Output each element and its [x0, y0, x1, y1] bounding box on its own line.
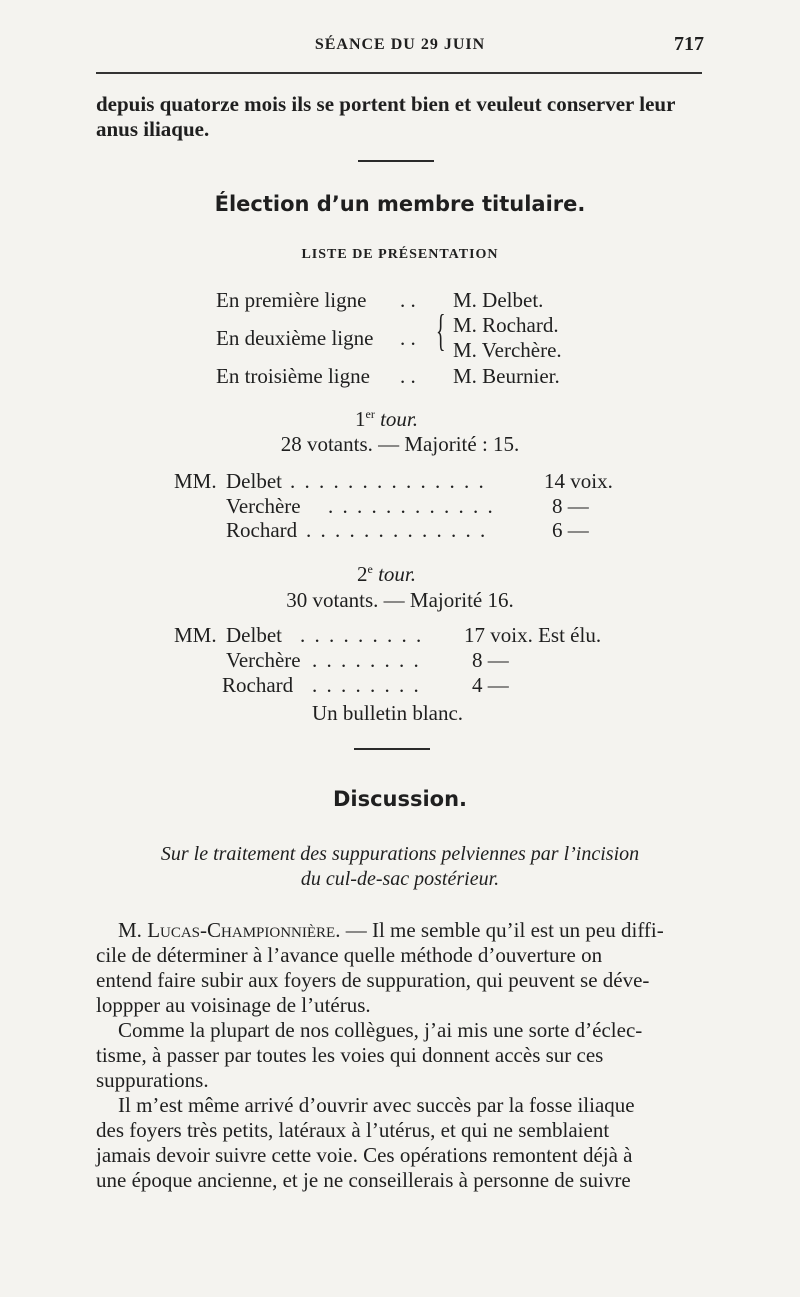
- round1-prefix: MM.: [174, 469, 217, 493]
- round1-ordinal-sup: er: [365, 407, 375, 421]
- intro-line-2: anus iliaque.: [96, 117, 210, 141]
- round2-dots-1: . . . . . . . . .: [300, 623, 424, 647]
- round1-name-1: Delbet: [226, 469, 282, 493]
- round1-name-2: Verchère: [226, 494, 301, 518]
- round2-name-2: Verchère: [226, 648, 301, 672]
- section-divider: [358, 160, 434, 162]
- p1-line-2: cile de déterminer à l’avance quelle méthode d’ouverture on: [96, 943, 603, 967]
- round2-votes-1: 17 voix. Est élu.: [464, 623, 602, 647]
- p1-line-3: entend faire subir aux foyers de suppuration, qui peuvent se déve-: [96, 968, 650, 992]
- round2-ordinal: 2: [357, 562, 368, 586]
- p3-line-4: une époque ancienne, et je ne conseillerais à personne de suivre: [96, 1168, 631, 1192]
- round2-name-1: Delbet: [226, 623, 282, 647]
- round2-votes-3: 4 —: [472, 673, 509, 697]
- presentation-rank-2: En deuxième ligne: [216, 326, 374, 350]
- discussion-heading: Discussion.: [332, 787, 468, 811]
- round2-ordinal-sup: e: [367, 562, 373, 576]
- brace-glyph: {: [436, 306, 446, 355]
- round1-dots-1: . . . . . . . . . . . . . .: [290, 469, 486, 493]
- presentation-list-label: LISTE DE PRÉSENTATION: [301, 247, 499, 262]
- round2-label: [357, 557, 416, 587]
- section-divider-2: [354, 748, 430, 750]
- round1-dots-2: . . . . . . . . . . . .: [328, 494, 495, 518]
- p1-line-4: loppper au voisinage de l’utérus.: [96, 993, 371, 1017]
- blank-ballot-note: Un bulletin blanc.: [312, 701, 464, 725]
- election-heading: Élection d’un membre titulaire.: [214, 192, 586, 216]
- round1-label: [355, 402, 418, 432]
- page-number: 717: [674, 33, 704, 55]
- discussion-subtitle-1: Sur le traitement des suppurations pelviennes par l’incision: [160, 843, 640, 865]
- round1-votes-1: 14 voix.: [544, 469, 613, 493]
- round1-votes-3: 6 —: [552, 518, 589, 542]
- round2-tour: tour.: [378, 562, 417, 586]
- p2-line-1: Comme la plupart de nos collègues, j’ai mis une sorte d’éclec-: [118, 1018, 643, 1042]
- intro-line-1: depuis quatorze mois ils se portent bien et veuleut conserver leur: [96, 92, 676, 116]
- round2-summary: 30 votants. — Majorité 16.: [286, 588, 514, 612]
- round1-votes-2: 8 —: [552, 494, 589, 518]
- speaker-name: Lucas-Championnière.: [147, 918, 341, 942]
- round1-tour: tour.: [380, 407, 419, 431]
- presentation-dots-3: . .: [400, 364, 416, 388]
- round2-name-3: Rochard: [222, 673, 294, 697]
- presentation-name-3: M. Beurnier.: [453, 364, 560, 388]
- round1-summary: 28 votants. — Majorité : 15.: [280, 432, 520, 456]
- round1-dots-3: . . . . . . . . . . . . .: [306, 518, 488, 542]
- presentation-rank-1: En première ligne: [216, 288, 367, 312]
- header-rule: [96, 72, 702, 74]
- p3-line-2: des foyers très petits, latéraux à l’utérus, et qui ne semblaient: [96, 1118, 610, 1142]
- presentation-name-2a: M. Rochard.: [453, 313, 559, 337]
- round2-votes-2: 8 —: [472, 648, 509, 672]
- round2-prefix: MM.: [174, 623, 217, 647]
- round2-dots-2: . . . . . . . .: [312, 648, 421, 672]
- speaker-prefix: M.: [118, 918, 148, 942]
- p1-line1-rest: — Il me semble qu’il est un peu diffi-: [340, 918, 664, 942]
- presentation-name-1: M. Delbet.: [453, 288, 544, 312]
- round2-dots-3: . . . . . . . .: [312, 673, 421, 697]
- presentation-dots-2: . .: [400, 326, 416, 350]
- presentation-rank-3: En troisième ligne: [216, 364, 370, 388]
- running-title: SÉANCE DU 29 JUIN: [314, 36, 486, 53]
- round1-name-3: Rochard: [226, 518, 298, 542]
- p3-line-1: Il m’est même arrivé d’ouvrir avec succès par la fosse iliaque: [118, 1093, 635, 1117]
- presentation-dots-1: . .: [400, 288, 416, 312]
- p1-first-line: [118, 918, 664, 943]
- discussion-subtitle-2: du cul-de-sac postérieur.: [300, 868, 500, 890]
- p3-line-3: jamais devoir suivre cette voie. Ces opérations remontent déjà à: [96, 1143, 633, 1167]
- p2-line-2: tisme, à passer par toutes les voies qui donnent accès sur ces: [96, 1043, 604, 1067]
- round1-ordinal: 1: [355, 407, 366, 431]
- p2-line-3: suppurations.: [96, 1068, 209, 1092]
- presentation-name-2b: M. Verchère.: [453, 338, 562, 362]
